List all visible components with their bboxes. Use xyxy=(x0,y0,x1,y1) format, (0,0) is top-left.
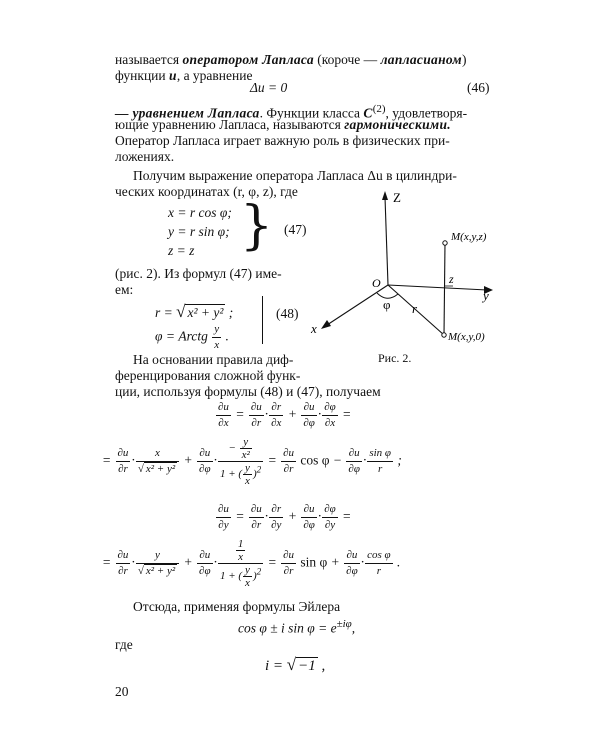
num: ∂r xyxy=(271,503,282,515)
num: ∂u xyxy=(303,503,315,515)
equation-46 xyxy=(250,80,287,96)
frac-y-over-x xyxy=(243,462,252,487)
den: r xyxy=(365,563,393,579)
num: ∂u xyxy=(250,401,262,413)
frac-du-dphi xyxy=(197,446,213,477)
den: ∂r xyxy=(116,461,131,477)
frac-y-over-x xyxy=(243,564,252,589)
frac-y-over-x2 xyxy=(240,436,252,461)
label-r: r xyxy=(412,301,418,316)
den: ∂r xyxy=(281,563,296,579)
op: + xyxy=(183,452,193,468)
num: ∂u xyxy=(303,401,315,413)
label-O: O xyxy=(372,276,381,290)
num: sin φ xyxy=(369,447,392,459)
den: x xyxy=(214,339,220,351)
num: x xyxy=(155,447,160,459)
num: ∂u xyxy=(199,549,211,561)
label-y: y xyxy=(483,288,489,303)
op: · xyxy=(362,452,367,468)
den xyxy=(136,461,179,477)
den xyxy=(136,563,179,579)
num: 1 xyxy=(237,538,244,550)
den: x xyxy=(236,550,246,563)
num: ∂u xyxy=(117,549,129,561)
text-line-5: Оператор Лапласа играет важную роль в физических при- xyxy=(115,133,450,148)
fraction-y-over-x xyxy=(212,322,221,353)
text: ) xyxy=(461,52,467,67)
op: = xyxy=(267,554,277,570)
text: (короче — xyxy=(313,52,381,67)
den: ∂φ xyxy=(348,463,360,475)
punct: ; xyxy=(225,305,234,320)
text-line-6: ложениях. xyxy=(115,149,175,164)
op: · xyxy=(264,508,269,524)
axis-x xyxy=(321,285,388,329)
frac-du-dr xyxy=(281,548,296,579)
op: = xyxy=(235,406,245,422)
exp: 2 xyxy=(256,464,262,475)
op: + xyxy=(183,554,193,570)
op: · xyxy=(213,452,217,468)
num: ∂φ xyxy=(324,503,336,515)
num: ∂u xyxy=(348,447,360,459)
den: ∂φ xyxy=(199,463,211,475)
text-line-4 xyxy=(115,117,451,133)
equation-du-dy xyxy=(215,502,351,533)
text: , а уравнение xyxy=(176,68,253,83)
class-c: C xyxy=(363,105,373,121)
text: называется xyxy=(115,52,183,67)
text-line-10: ем: xyxy=(115,282,134,297)
frac-sin-over-r xyxy=(367,446,393,477)
den: ∂r xyxy=(249,415,264,431)
num xyxy=(218,538,263,563)
exp: 2 xyxy=(256,566,262,577)
frac-du-dy xyxy=(216,502,231,533)
den: ∂r xyxy=(249,517,264,533)
label-Z: Z xyxy=(393,190,401,205)
frac-du-dr xyxy=(249,502,264,533)
num: ∂u xyxy=(218,401,229,413)
figure-caption: Рис. 2. xyxy=(378,351,412,365)
minus: − xyxy=(228,442,239,455)
label-M0: M(x,y,0) xyxy=(448,331,485,343)
term-laplacian: лапласианом xyxy=(380,52,462,67)
system-47-line-2: y = r sin φ; xyxy=(168,224,230,239)
op: + xyxy=(330,554,340,570)
den: ∂φ xyxy=(303,519,315,531)
system-48-line-2 xyxy=(155,322,229,353)
text-where: где xyxy=(115,637,133,652)
system-47-line-1: x = r cos φ; xyxy=(168,205,232,220)
term-laplace-equation: — уравнением Лапласа xyxy=(115,105,260,121)
den: ∂y xyxy=(216,517,231,533)
num xyxy=(218,436,263,461)
equation-imaginary-unit xyxy=(265,655,325,675)
sin-phi: sin φ xyxy=(300,554,328,570)
punct: ; xyxy=(394,452,402,468)
op: − xyxy=(332,452,343,468)
op: · xyxy=(360,554,365,570)
label-z: z xyxy=(449,272,454,286)
frac-du-dr xyxy=(116,446,131,477)
equation-du-dx xyxy=(215,400,351,431)
text: . Функции класса xyxy=(259,105,364,121)
num: cos φ xyxy=(367,549,391,561)
page-number: 20 xyxy=(115,684,129,699)
num: ∂u xyxy=(250,503,262,515)
equation-du-dy-expanded xyxy=(102,538,400,589)
punct: , xyxy=(317,658,326,674)
op: · xyxy=(264,406,269,422)
num: ∂u xyxy=(283,549,294,561)
op: = xyxy=(267,452,277,468)
text-line-9: (рис. 2). Из формул (47) име- xyxy=(115,266,282,281)
frac-du-dphi xyxy=(197,548,213,579)
num: ∂u xyxy=(218,503,229,515)
num: ∂u xyxy=(117,447,129,459)
den: ∂φ xyxy=(346,565,358,577)
frac-cos-over-r xyxy=(365,548,393,579)
op: = xyxy=(102,554,112,570)
text: функции xyxy=(115,68,169,83)
radicand: x² + y² xyxy=(187,305,224,320)
frac-du-dphi xyxy=(344,548,360,579)
op: · xyxy=(213,554,217,570)
frac-du-dphi xyxy=(301,400,317,431)
num: y xyxy=(243,436,249,448)
op: = xyxy=(342,406,352,422)
op: · xyxy=(317,508,322,524)
den: x² xyxy=(241,449,250,461)
term-harmonic: гармоническими. xyxy=(344,117,451,132)
num: y xyxy=(155,549,160,561)
op: + xyxy=(287,508,297,524)
den: ∂y xyxy=(322,517,338,533)
text-line-2 xyxy=(115,68,252,84)
text: , удовлетворя- xyxy=(385,105,468,121)
frac-du-dr xyxy=(281,446,296,477)
label-M: M(x,y,z) xyxy=(451,231,487,243)
num: ∂u xyxy=(346,549,358,561)
op: + xyxy=(287,406,297,422)
op: · xyxy=(131,554,135,570)
label-x: x xyxy=(311,321,317,336)
label-phi: φ xyxy=(383,297,391,312)
num: y xyxy=(245,564,250,576)
term-laplace-operator: оператором Лапласа xyxy=(182,52,314,67)
text-line-8: ческих координатах (r, φ, z), где xyxy=(115,184,298,199)
system-47-line-3: z = z xyxy=(168,243,195,258)
frac-du-dr xyxy=(249,400,264,431)
frac-dphi-dx xyxy=(322,400,338,431)
den: ∂r xyxy=(281,461,296,477)
i-lhs: i = xyxy=(265,658,287,674)
den: r xyxy=(367,461,393,477)
den: 1 + ( $\frac{y}{x}$ )$^2$ xyxy=(219,462,262,487)
sqrt-sign: √ xyxy=(176,302,186,321)
frac-dphi-dx-value xyxy=(218,436,263,487)
punct: , xyxy=(351,620,356,636)
num: ∂r xyxy=(271,401,282,413)
cos-phi: cos φ xyxy=(300,452,330,468)
axis-y xyxy=(388,285,493,294)
punct: . xyxy=(393,554,401,570)
r-lhs: r = xyxy=(155,305,177,320)
text-line-7: Получим выражение оператора Лапласа Δu в цилиндри- xyxy=(133,168,457,183)
den: ∂φ xyxy=(199,565,211,577)
sqrt-sign: √ xyxy=(137,565,144,577)
den: x xyxy=(245,577,250,589)
op: · xyxy=(317,406,322,422)
num: y xyxy=(245,462,250,474)
equation-euler xyxy=(238,618,355,637)
equation-number: (46) xyxy=(467,80,490,95)
num: ∂φ xyxy=(324,401,336,413)
text-line-12: ференцирования сложной функ- xyxy=(115,368,301,383)
frac-du-dr xyxy=(116,548,131,579)
den: x xyxy=(245,475,250,487)
op: · xyxy=(131,452,135,468)
point-M0 xyxy=(442,333,446,337)
text-line-11: На основании правила диф- xyxy=(133,352,294,367)
text-line-14: Отсюда, применяя формулы Эйлера xyxy=(133,599,341,614)
system-48-line-1 xyxy=(155,302,233,322)
frac-dphi-dy-value xyxy=(218,538,263,589)
den: ∂y xyxy=(271,519,282,531)
euler-text: cos φ ± i sin φ = e xyxy=(238,620,337,636)
num: y xyxy=(214,323,220,335)
text-line-1 xyxy=(115,52,466,68)
frac-dr-dy xyxy=(269,502,283,533)
equation-number-47: (47) xyxy=(284,222,307,237)
frac-du-dx xyxy=(216,400,231,431)
frac-y-over-sqrt xyxy=(136,548,179,579)
punct: . xyxy=(222,328,229,344)
radicand: x² + y² xyxy=(145,565,176,577)
equation-du-dx-expanded xyxy=(102,436,402,487)
den: ∂r xyxy=(116,563,131,579)
sqrt-sign: √ xyxy=(286,655,297,674)
op: = xyxy=(102,452,112,468)
brace-right-47: } xyxy=(240,196,274,256)
frac-dphi-dy xyxy=(322,502,338,533)
den: ∂φ xyxy=(303,417,315,429)
bracket-48 xyxy=(262,296,265,344)
vertical-line-M xyxy=(444,243,445,335)
equation-number-48: (48) xyxy=(276,306,299,321)
frac-du-dphi xyxy=(301,502,317,533)
frac-1-over-x xyxy=(236,538,246,563)
den: ∂x xyxy=(322,415,338,431)
den: ∂x xyxy=(216,415,231,431)
text-line-13: ции, используя формулы (48) и (47), получаем xyxy=(115,384,381,399)
phi-lhs: φ = Arctg xyxy=(155,328,212,344)
num: ∂u xyxy=(283,447,294,459)
euler-exponent: ±iφ xyxy=(336,618,352,630)
frac-dr-dx xyxy=(269,400,283,431)
one-plus: 1 + xyxy=(219,468,239,481)
radicand: x² + y² xyxy=(145,463,176,475)
op: = xyxy=(342,508,352,524)
axis-z xyxy=(382,191,388,285)
superscript: (2) xyxy=(372,103,386,115)
text: ющие уравнению Лапласа, называются xyxy=(115,117,345,132)
equation-text: Δu = 0 xyxy=(250,80,288,95)
one-plus: 1 + xyxy=(219,570,239,583)
num: ∂u xyxy=(199,447,211,459)
var-u: u xyxy=(169,68,177,83)
point-M xyxy=(443,241,447,245)
op: = xyxy=(235,508,245,524)
equation-number-46 xyxy=(467,80,490,96)
frac-du-dphi xyxy=(346,446,362,477)
frac-x-over-sqrt xyxy=(136,446,179,477)
figure-2 xyxy=(305,185,505,375)
den: 1 + ( $\frac{y}{x}$ )$^2$ xyxy=(219,564,262,589)
sqrt-sign: √ xyxy=(137,463,144,475)
radicand: −1 xyxy=(298,658,316,674)
den: ∂x xyxy=(271,417,282,429)
